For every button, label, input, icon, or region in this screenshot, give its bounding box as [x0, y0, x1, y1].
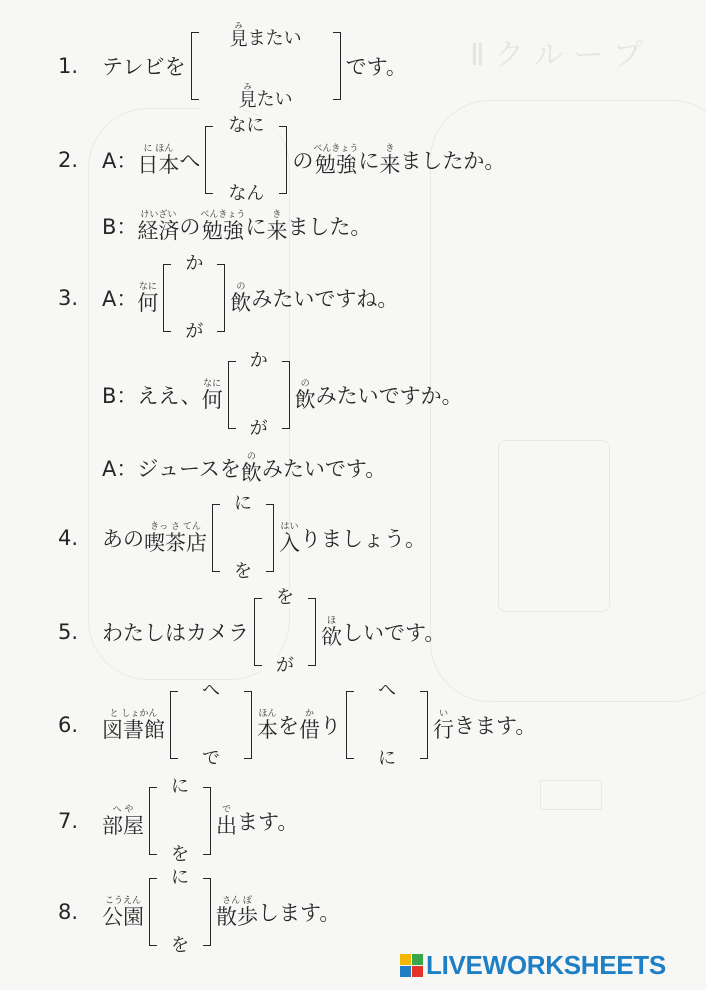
answer-choice-bracket[interactable] — [149, 776, 211, 865]
kanji: 部屋 — [102, 813, 144, 838]
furigana: はい — [280, 521, 299, 532]
question-3 — [58, 253, 399, 342]
question-6 — [58, 680, 537, 769]
answer-choice-bracket[interactable] — [163, 253, 225, 342]
sentence-text: テレビを — [102, 55, 186, 79]
furigana: き — [272, 209, 282, 220]
ruby-word — [102, 806, 144, 837]
ruby-word — [379, 145, 400, 176]
ruby-word — [295, 380, 316, 411]
ruby-word — [266, 211, 287, 242]
ruby-word — [257, 710, 278, 741]
sentence-text: です。 — [345, 55, 407, 79]
furigana: なに — [138, 281, 157, 292]
ruby-word — [202, 380, 223, 411]
ruby-word — [137, 145, 179, 176]
badge-tile — [412, 966, 423, 977]
ruby-word — [137, 211, 179, 242]
furigana: こうえん — [104, 895, 141, 906]
choice-option-bottom[interactable]: を — [157, 936, 203, 956]
reverse-side-bleed-through: Ⅱ ク ル ー プ — [0, 0, 706, 990]
kanji: 入 — [279, 530, 300, 555]
kanji: 勉強 — [201, 218, 244, 243]
sentence-text: わたしはカメラ — [102, 621, 249, 645]
kana: またい — [247, 28, 302, 49]
sentence-text: に — [358, 149, 380, 173]
choice-option-top[interactable]: を — [262, 588, 308, 608]
furigana: なに — [203, 378, 222, 389]
question-8 — [58, 867, 341, 956]
choice-option-top[interactable]: に — [220, 494, 266, 514]
sentence-text: の — [292, 149, 314, 173]
ruby-word — [216, 806, 237, 837]
question-1 — [58, 21, 407, 111]
furigana: き — [385, 143, 395, 154]
choice-option-top[interactable] — [199, 22, 333, 49]
speaker-label: B： — [102, 384, 138, 408]
question-number: 2. — [58, 148, 79, 172]
kanji: 来 — [266, 218, 288, 243]
question-number: 5. — [58, 620, 79, 644]
sentence-text: ジュースを — [137, 457, 241, 481]
furigana: の — [236, 281, 246, 292]
sentence-text: しいです。 — [342, 621, 446, 645]
kanji: 本 — [257, 717, 278, 742]
choice-option-top[interactable]: か — [236, 351, 282, 371]
badge-tile — [412, 954, 423, 965]
question-2 — [58, 115, 506, 204]
kanji: 借 — [299, 717, 320, 742]
sentence-text: へ — [179, 149, 201, 173]
furigana: きっ さ てん — [150, 521, 201, 532]
answer-choice-bracket-2[interactable] — [346, 680, 428, 769]
choice-option-bottom[interactable]: が — [262, 656, 308, 676]
furigana: の — [300, 378, 310, 389]
furigana: に ほん — [143, 143, 174, 154]
sentence-text: の — [179, 215, 201, 239]
choice-option-top[interactable]: に — [157, 868, 203, 888]
ruby-word — [433, 710, 454, 741]
ruby-word — [137, 283, 158, 314]
choice-option-top[interactable]: なに — [213, 116, 279, 136]
sentence-text: します。 — [258, 901, 341, 925]
question-number: 1. — [58, 54, 79, 78]
ruby-word — [144, 523, 207, 554]
furigana: と しょかん — [109, 708, 158, 719]
sentence-text: みたいですか。 — [315, 384, 463, 408]
question-4 — [58, 493, 426, 582]
furigana: べんきょう — [200, 209, 246, 220]
sentence-text: ました。 — [287, 215, 372, 239]
answer-choice-bracket[interactable] — [228, 350, 290, 439]
sentence-text: みたいです。 — [261, 457, 387, 481]
speaker-label: A： — [102, 149, 138, 173]
ruby-word — [200, 211, 245, 242]
kanji: 何 — [201, 387, 223, 412]
sentence-text: りましょう。 — [300, 527, 426, 551]
sentence-text: あの — [102, 527, 144, 551]
ruby-word — [313, 145, 358, 176]
question-number: 6. — [58, 713, 79, 737]
liveworksheets-logo — [400, 950, 666, 981]
ruby-word — [299, 710, 320, 741]
ruby-word — [241, 453, 262, 484]
sentence-text: ましたか。 — [400, 149, 506, 173]
answer-choice-bracket[interactable] — [191, 21, 341, 111]
kanji: 飲 — [240, 460, 262, 485]
furigana: い — [438, 708, 448, 719]
kanji: 見 — [238, 90, 257, 111]
answer-choice-bracket[interactable] — [149, 867, 211, 956]
kana: たい — [256, 89, 293, 110]
furigana: へ や — [112, 804, 134, 815]
choice-option-top[interactable]: か — [171, 254, 217, 274]
kanji: 飲 — [294, 387, 316, 412]
kanji: 公園 — [102, 904, 144, 929]
ruby-word — [216, 897, 258, 928]
choice-option-bottom[interactable]: が — [171, 322, 217, 342]
kanji: 勉強 — [314, 152, 357, 177]
sentence-text: ます。 — [237, 810, 299, 834]
choice-option-top[interactable]: へ — [178, 681, 244, 701]
furigana: けいざい — [140, 209, 177, 220]
kanji: 行 — [433, 717, 454, 742]
kanji: 喫茶店 — [144, 530, 207, 555]
kanji: 図書館 — [102, 717, 165, 742]
question-number: 7. — [58, 809, 79, 833]
answer-choice-bracket-1[interactable] — [170, 680, 252, 769]
ruby-word — [321, 617, 342, 648]
watermark-text: LIVEWORKSHEETS — [426, 950, 666, 980]
question-7 — [58, 776, 299, 865]
choice-option-bottom[interactable]: を — [157, 845, 203, 865]
kanji: 来 — [379, 152, 401, 177]
speaker-label: A： — [102, 287, 138, 311]
kanji: 出 — [216, 813, 237, 838]
kanji: 飲 — [230, 290, 252, 315]
kanji: 散歩 — [216, 904, 258, 929]
choice-option-bottom[interactable]: に — [354, 749, 420, 769]
choice-option-bottom[interactable]: なん — [213, 184, 279, 204]
furigana: の — [246, 451, 256, 462]
badge-tile — [400, 966, 411, 977]
ruby-word — [279, 523, 300, 554]
kanji: 欲 — [321, 624, 342, 649]
kanji: 見 — [229, 29, 248, 50]
ruby-word — [102, 897, 144, 928]
choice-option-bottom[interactable] — [199, 83, 333, 110]
question-5 — [58, 587, 446, 676]
question-3-response-a — [102, 448, 386, 488]
choice-option-bottom[interactable]: で — [178, 749, 244, 769]
speaker-label: B： — [102, 215, 138, 239]
choice-option-bottom[interactable]: が — [236, 419, 282, 439]
question-3-response-b — [102, 350, 463, 439]
choice-option-top[interactable]: へ — [354, 681, 420, 701]
sentence-text: り — [320, 714, 341, 738]
furigana: み — [234, 21, 243, 30]
furigana: か — [304, 708, 314, 719]
ruby-word — [230, 283, 251, 314]
answer-choice-bracket[interactable] — [205, 115, 287, 204]
question-number: 4. — [58, 526, 79, 550]
sentence-text: に — [245, 215, 267, 239]
answer-choice-bracket[interactable] — [254, 587, 316, 676]
furigana: さん ぽ — [222, 895, 252, 906]
furigana: べんきょう — [313, 143, 359, 154]
sentence-text: みたいですね。 — [251, 287, 399, 311]
furigana: ほん — [258, 708, 277, 719]
ruby-word — [102, 710, 165, 741]
choice-option-bottom[interactable]: を — [220, 562, 266, 582]
kanji: 日本 — [137, 152, 180, 177]
badge-tile — [400, 954, 411, 965]
sentence-text: きます。 — [454, 714, 537, 738]
sentence-text: を — [278, 714, 299, 738]
kanji: 何 — [137, 290, 159, 315]
speaker-label: A： — [102, 457, 138, 481]
furigana: み — [243, 82, 252, 91]
choice-option-top[interactable]: に — [157, 777, 203, 797]
answer-choice-bracket[interactable] — [212, 493, 274, 582]
sentence-text: ええ、 — [137, 384, 202, 408]
furigana: ほ — [326, 615, 336, 626]
question-number: 8. — [58, 900, 79, 924]
furigana: で — [221, 804, 231, 815]
kanji: 経済 — [137, 218, 180, 243]
question-2-response — [102, 206, 371, 246]
question-number: 3. — [58, 286, 79, 310]
liveworksheets-badge-icon — [400, 954, 423, 977]
